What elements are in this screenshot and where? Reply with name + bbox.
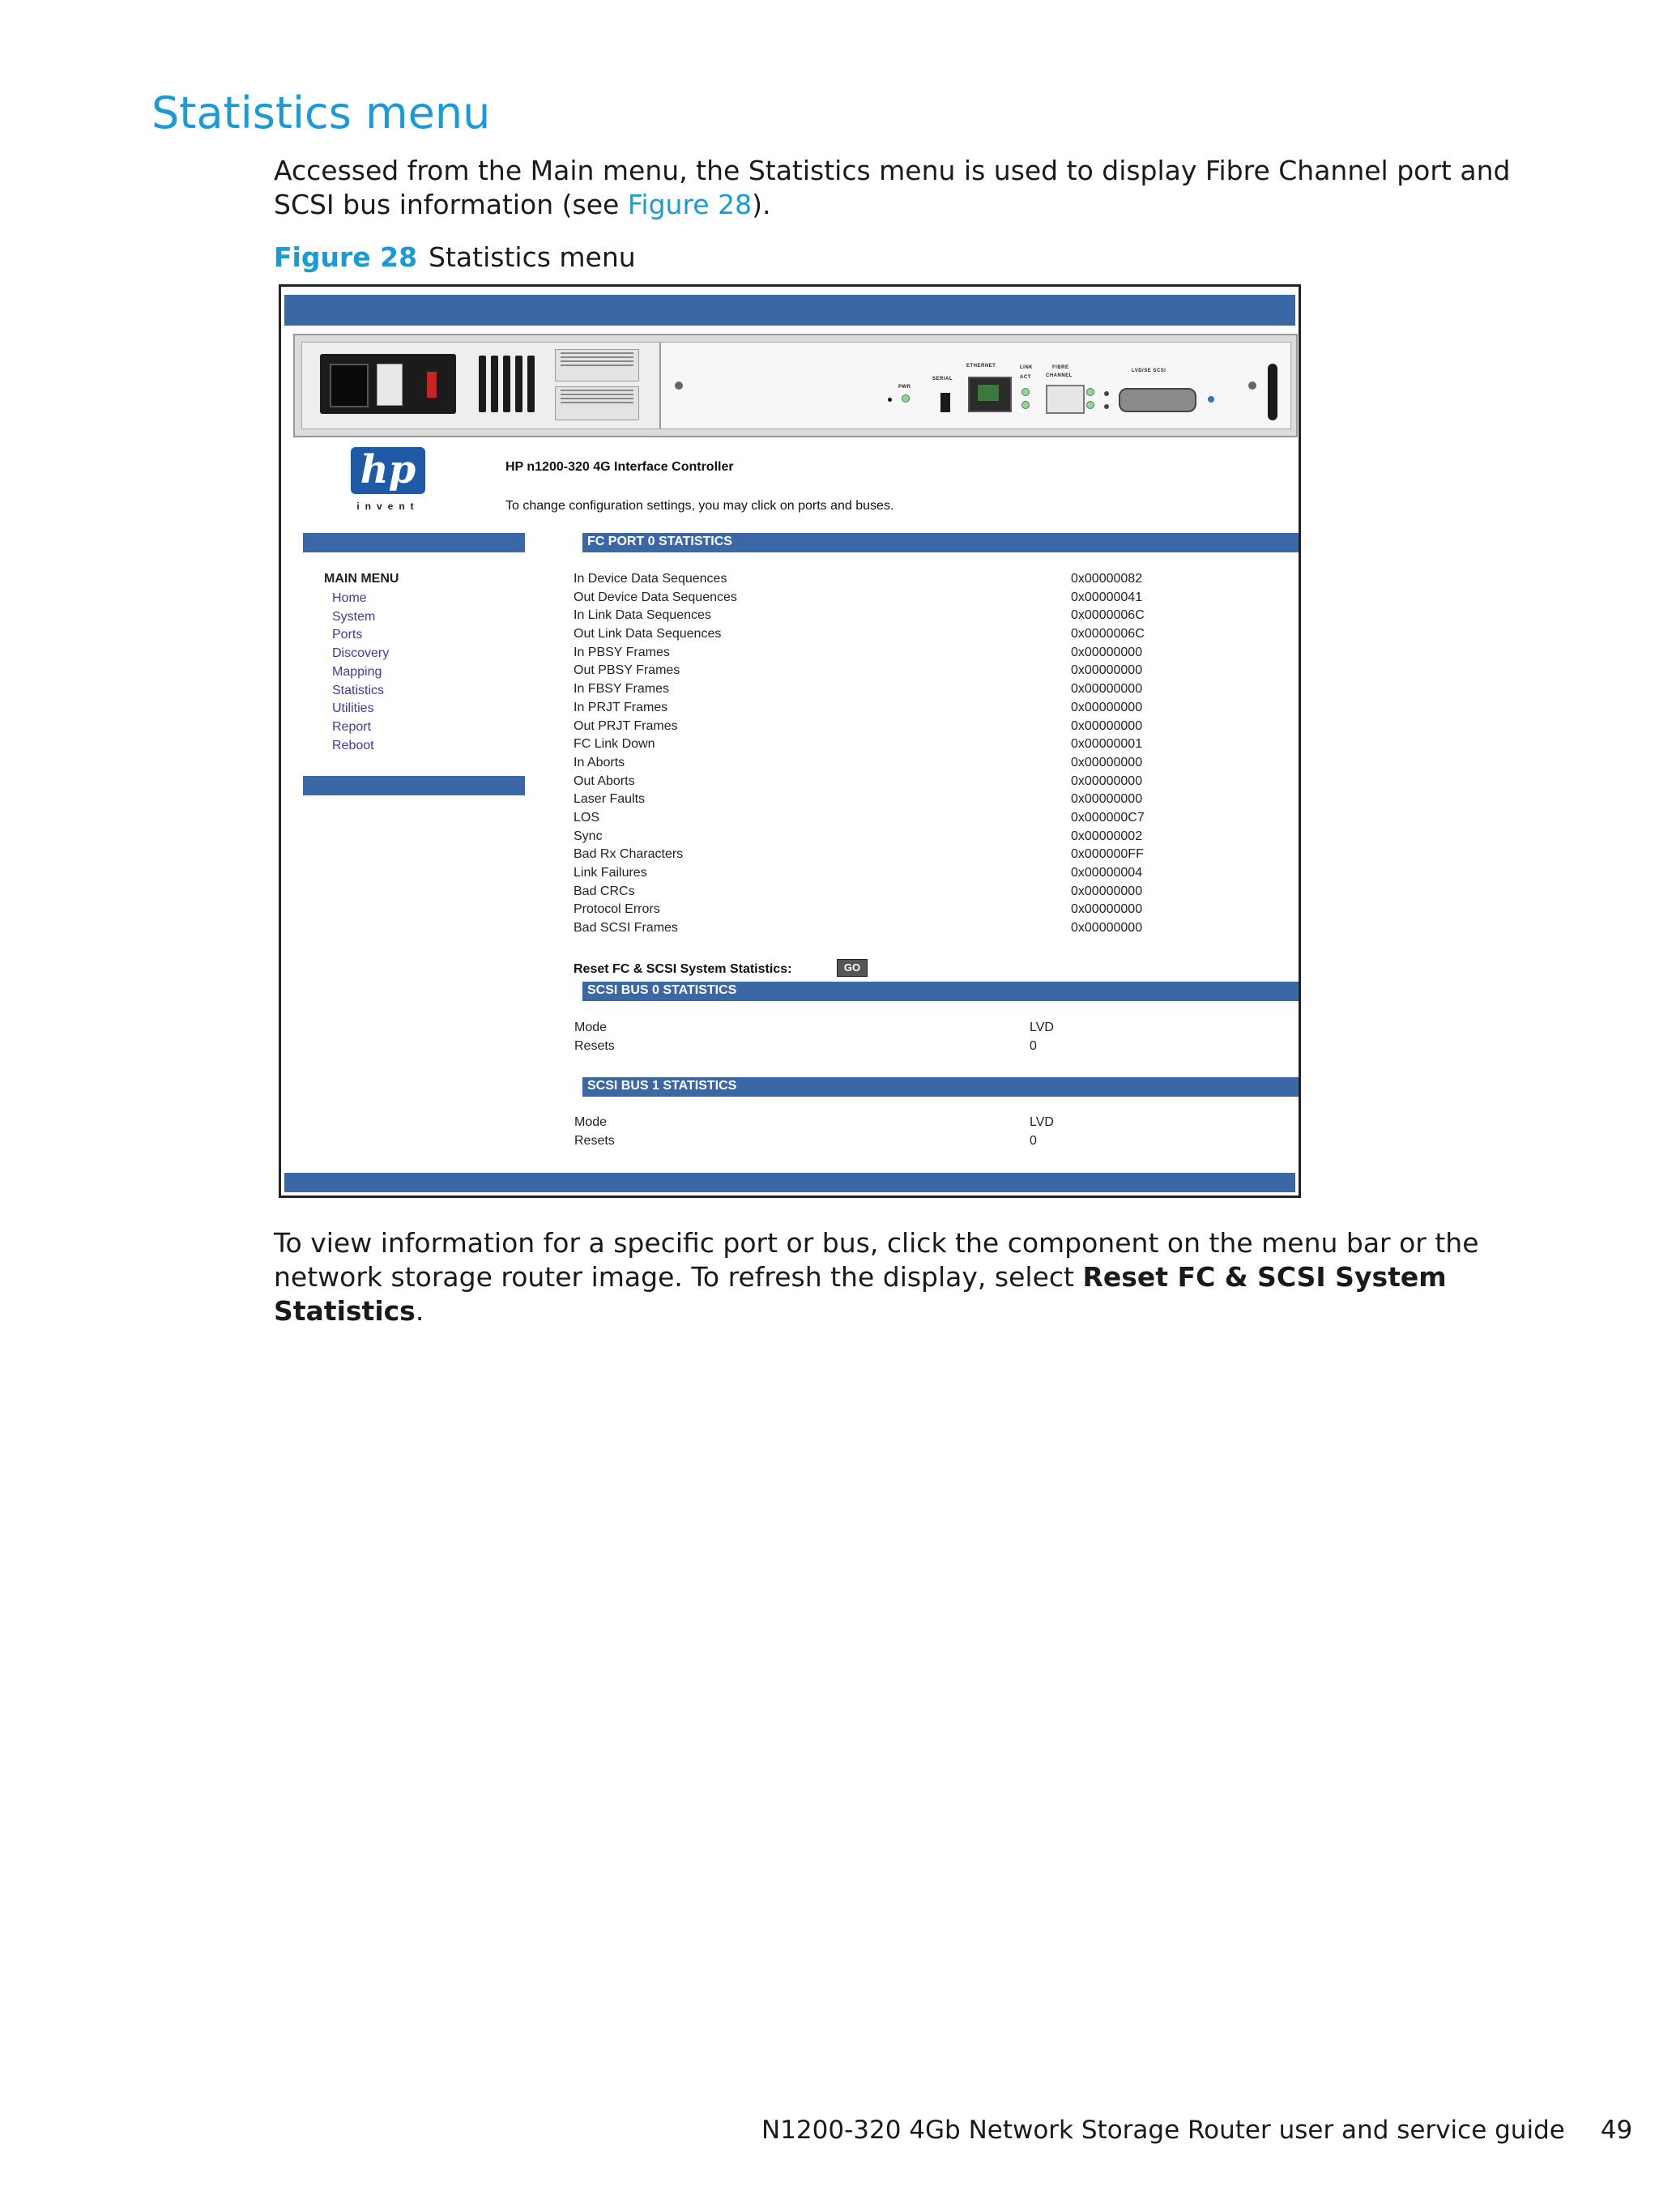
stat-value: 0x00000000 bbox=[1071, 663, 1143, 678]
intro-text: Accessed from the Main menu, the Statistics menu is used to display Fibre Channel port and SCSI bus information (see bbox=[274, 155, 1511, 220]
stat-value: 0x0000006C bbox=[1071, 608, 1145, 623]
scsi-bus-0-mode-label: Mode bbox=[574, 1021, 608, 1034]
stat-value: 0x00000000 bbox=[1071, 700, 1143, 714]
stat-label: Out Aborts bbox=[574, 774, 635, 788]
stat-label: Bad CRCs bbox=[574, 884, 635, 898]
stat-label: In FBSY Frames bbox=[574, 682, 669, 697]
stat-value: 0x00000002 bbox=[1071, 829, 1143, 843]
stat-row bbox=[574, 680, 1189, 699]
power-indicator-icon bbox=[427, 372, 437, 398]
stat-label: Out Link Data Sequences bbox=[574, 627, 722, 641]
bottom-bar bbox=[284, 1173, 1295, 1192]
stat-label: Out PBSY Frames bbox=[574, 663, 680, 678]
stat-value: 0x00000041 bbox=[1071, 590, 1143, 604]
stat-label: Protocol Errors bbox=[574, 902, 660, 917]
menu-item-ports[interactable]: Ports bbox=[332, 628, 363, 642]
stat-value: 0x000000FF bbox=[1071, 847, 1144, 862]
hp-logo-icon: hp bbox=[351, 447, 425, 494]
menu-item-statistics[interactable]: Statistics bbox=[332, 683, 385, 697]
scsi-bus-0-resets-value: 0 bbox=[1030, 1039, 1037, 1053]
router-rear-panel bbox=[302, 343, 661, 428]
scsi-port[interactable] bbox=[1119, 388, 1196, 412]
page-heading: Statistics menu bbox=[151, 87, 491, 139]
menu-item-discovery[interactable]: Discovery bbox=[332, 646, 390, 661]
menu-item-report[interactable]: Report bbox=[332, 719, 372, 734]
stat-label: In PBSY Frames bbox=[574, 645, 670, 659]
stat-row bbox=[574, 846, 1189, 864]
stat-label: In PRJT Frames bbox=[574, 700, 668, 714]
stat-label: Out PRJT Frames bbox=[574, 718, 678, 733]
menu-item-mapping[interactable]: Mapping bbox=[332, 664, 382, 679]
power-rating-plate bbox=[555, 386, 639, 420]
stat-value: 0x00000000 bbox=[1071, 792, 1143, 807]
dot-icon bbox=[888, 398, 892, 402]
stat-label: In Link Data Sequences bbox=[574, 608, 711, 623]
scsi-bus-1-title: SCSI BUS 1 STATISTICS bbox=[587, 1079, 737, 1093]
fc-led-icon bbox=[1086, 401, 1094, 409]
main-menu bbox=[332, 590, 389, 755]
screw-icon bbox=[675, 381, 683, 390]
stat-value: 0x00000000 bbox=[1071, 884, 1143, 898]
figure-label: Figure 28 bbox=[274, 241, 418, 273]
page-footer bbox=[761, 2116, 1632, 2145]
act-label: ACT bbox=[1020, 375, 1031, 380]
router-faceplate bbox=[301, 342, 1291, 429]
stat-row bbox=[574, 919, 1189, 938]
scsi-bus-1-header[interactable] bbox=[582, 1077, 1300, 1097]
figure-caption-text: Statistics menu bbox=[429, 241, 636, 273]
top-title-bar bbox=[284, 295, 1295, 326]
stat-row bbox=[574, 662, 1189, 680]
scsi-bus-0-resets-label: Resets bbox=[574, 1039, 615, 1053]
act-led-icon bbox=[1021, 401, 1030, 409]
stat-row bbox=[574, 791, 1189, 809]
menu-item-utilities[interactable]: Utilities bbox=[332, 701, 374, 716]
power-module bbox=[320, 354, 456, 414]
main-menu-title: MAIN MENU bbox=[324, 572, 399, 586]
stat-row bbox=[574, 570, 1189, 589]
handle-icon bbox=[1268, 364, 1277, 420]
dot-icon bbox=[1104, 404, 1109, 409]
ethernet-port[interactable] bbox=[968, 377, 1012, 412]
stat-row bbox=[574, 607, 1189, 625]
stat-value: 0x00000000 bbox=[1071, 645, 1143, 659]
reset-statistics-label: Reset FC & SCSI System Statistics: bbox=[574, 962, 792, 976]
fc-led-icon bbox=[1086, 388, 1094, 396]
stat-row bbox=[574, 699, 1189, 718]
router-image[interactable] bbox=[293, 334, 1298, 437]
stat-label: Bad SCSI Frames bbox=[574, 921, 678, 936]
screw-icon bbox=[1248, 381, 1256, 390]
menu-top-bar bbox=[303, 533, 525, 552]
stat-value: 0x00000000 bbox=[1071, 755, 1143, 769]
fibre-label: FIBRE bbox=[1052, 365, 1069, 370]
stat-row bbox=[574, 901, 1189, 919]
scsi-led-icon bbox=[1208, 396, 1214, 403]
scsi-bus-0-mode-value: LVD bbox=[1030, 1021, 1054, 1034]
stat-row bbox=[574, 754, 1189, 773]
stat-value: 0x00000000 bbox=[1071, 902, 1143, 917]
scsi-bus-0-header[interactable] bbox=[582, 982, 1300, 1001]
reset-statistics-reference: Reset FC & SCSI System Statistics bbox=[274, 1261, 1447, 1327]
stat-label: FC Link Down bbox=[574, 737, 655, 752]
dot-icon bbox=[1104, 391, 1109, 396]
channel-label: CHANNEL bbox=[1046, 373, 1073, 378]
stat-value: 0x00000001 bbox=[1071, 737, 1143, 752]
menu-bottom-bar bbox=[303, 776, 525, 795]
reset-go-button[interactable]: GO bbox=[837, 959, 868, 977]
statistics-menu-screenshot bbox=[279, 284, 1301, 1198]
controller-hint: To change configuration settings, you may click on ports and buses. bbox=[505, 499, 894, 513]
fc-port-0-stats bbox=[574, 570, 1189, 938]
stat-value: 0x00000004 bbox=[1071, 866, 1143, 880]
figure-caption bbox=[274, 241, 636, 273]
stat-row bbox=[574, 735, 1189, 754]
fibre-channel-port[interactable] bbox=[1046, 385, 1085, 414]
hp-invent-tagline: invent bbox=[356, 501, 420, 512]
stat-row bbox=[574, 828, 1189, 846]
stat-label: Link Failures bbox=[574, 866, 647, 880]
power-socket-icon bbox=[330, 364, 369, 407]
page-number: 49 bbox=[1600, 2116, 1633, 2145]
fc-port-0-header[interactable] bbox=[582, 533, 1300, 552]
serial-label-plate bbox=[555, 349, 639, 381]
stat-label: Bad Rx Characters bbox=[574, 847, 684, 862]
stat-row bbox=[574, 864, 1189, 883]
stat-label: Laser Faults bbox=[574, 792, 646, 807]
intro-text-end: ). bbox=[752, 189, 771, 220]
menu-item-reboot[interactable]: Reboot bbox=[332, 738, 374, 752]
outro-text: To view information for a specific port or bus, click the component on the menu bar or the network storage router image. To refresh the display, select bbox=[274, 1227, 1479, 1293]
stat-row bbox=[574, 718, 1189, 736]
menu-item-home[interactable]: Home bbox=[332, 591, 367, 605]
outro-paragraph bbox=[274, 1226, 1554, 1328]
controller-title: HP n1200-320 4G Interface Controller bbox=[505, 460, 734, 474]
ethernet-label: ETHERNET bbox=[966, 364, 996, 369]
stat-label: Sync bbox=[574, 829, 603, 843]
stat-value: 0x00000000 bbox=[1071, 682, 1143, 697]
stat-row bbox=[574, 809, 1189, 828]
pwr-led-icon bbox=[902, 394, 910, 403]
stat-label: LOS bbox=[574, 810, 600, 825]
stat-value: 0x00000000 bbox=[1071, 718, 1143, 733]
footer-title: N1200-320 4Gb Network Storage Router user and service guide bbox=[761, 2116, 1565, 2145]
fc-port-0-title: FC PORT 0 STATISTICS bbox=[587, 535, 732, 548]
serial-port[interactable] bbox=[940, 393, 950, 412]
vent-grille bbox=[479, 356, 539, 416]
menu-item-system[interactable]: System bbox=[332, 609, 376, 624]
stat-row bbox=[574, 589, 1189, 607]
scsi-bus-1-resets-value: 0 bbox=[1030, 1134, 1037, 1148]
link-label: LINK bbox=[1020, 365, 1033, 370]
lvd-se-scsi-label: LVD/SE SCSI bbox=[1132, 369, 1166, 373]
power-switch-icon bbox=[377, 364, 403, 406]
stat-label: Out Device Data Sequences bbox=[574, 590, 737, 604]
stat-row bbox=[574, 883, 1189, 901]
stat-label: In Aborts bbox=[574, 755, 625, 769]
serial-label: SERIAL bbox=[932, 377, 953, 381]
stat-row bbox=[574, 625, 1189, 644]
outro-text-end: . bbox=[415, 1295, 424, 1327]
stat-value: 0x0000006C bbox=[1071, 627, 1145, 641]
stat-row bbox=[574, 644, 1189, 663]
figure-28-link[interactable]: Figure 28 bbox=[627, 189, 753, 220]
scsi-bus-1-resets-label: Resets bbox=[574, 1134, 615, 1148]
intro-paragraph bbox=[274, 154, 1554, 222]
stat-value: 0x00000000 bbox=[1071, 921, 1143, 936]
stat-value: 0x00000000 bbox=[1071, 774, 1143, 788]
scsi-bus-1-mode-value: LVD bbox=[1030, 1115, 1054, 1129]
pwr-label: PWR bbox=[898, 385, 911, 390]
stat-value: 0x000000C7 bbox=[1071, 810, 1145, 825]
scsi-bus-1-mode-label: Mode bbox=[574, 1115, 608, 1129]
stat-label: In Device Data Sequences bbox=[574, 572, 727, 586]
link-led-icon bbox=[1021, 388, 1030, 396]
stat-value: 0x00000082 bbox=[1071, 572, 1143, 586]
stat-row bbox=[574, 773, 1189, 791]
scsi-bus-0-title: SCSI BUS 0 STATISTICS bbox=[587, 983, 737, 997]
